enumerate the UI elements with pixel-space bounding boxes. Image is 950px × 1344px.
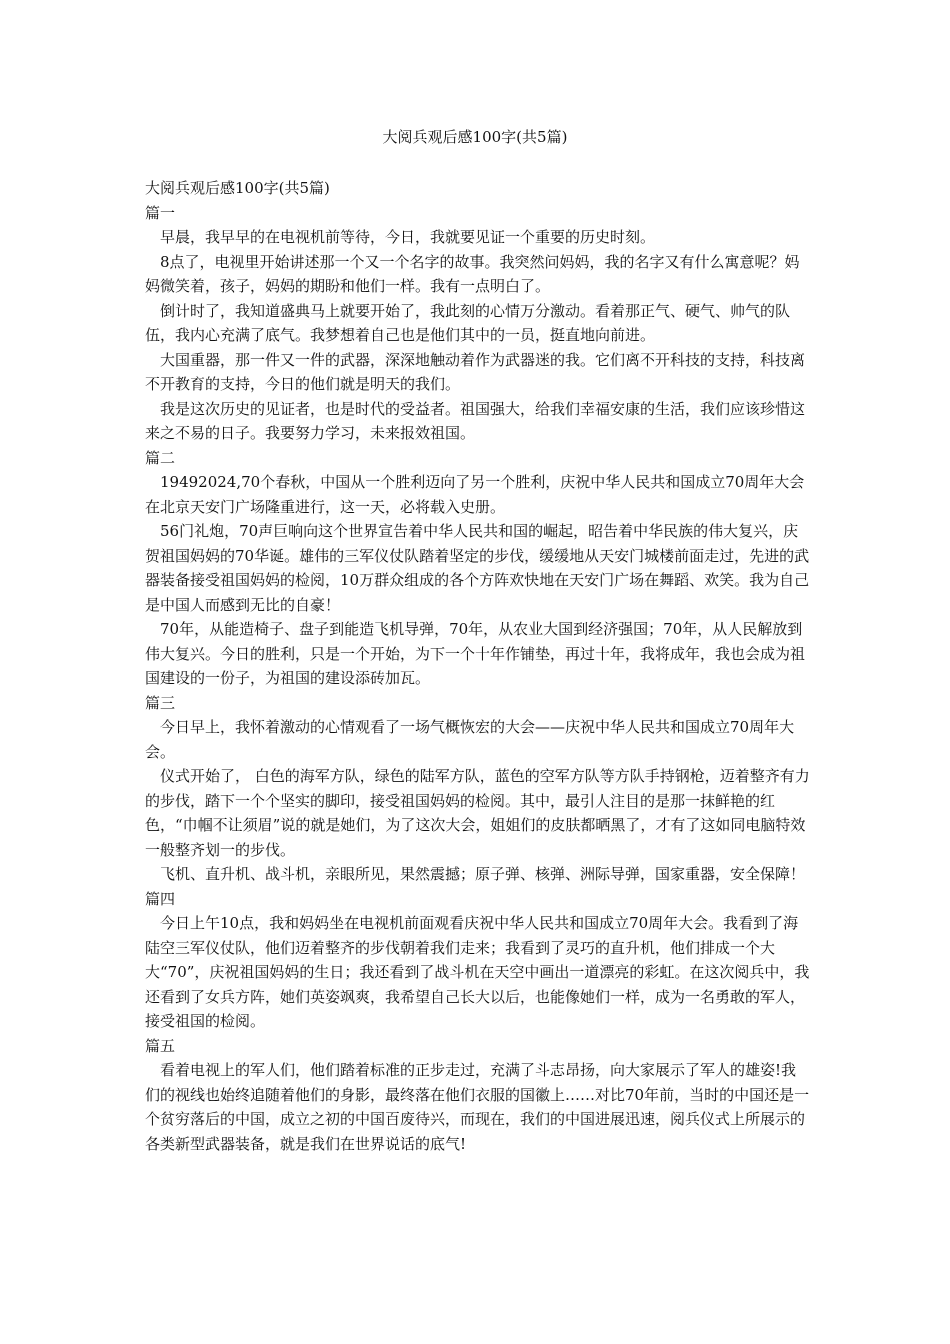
paragraph: 今日早上，我怀着激动的心情观看了一场气概恢宏的大会——庆祝中华人民共和国成立70周年大会。 <box>145 718 795 761</box>
section-heading: 篇三 <box>145 693 176 712</box>
paragraph: 看着电视上的军人们，他们踏着标准的正步走过，充满了斗志昂扬，向大家展示了军人的雄姿!我们的视线也始终追随着他们的身影，最终落在他们衣服的国徽上……对比70年前，当时的中国还是一个贫穷落后的中国，成立之初的中国百废待兴，而现在，我们的中国进展迅速，阅兵仪式上所展示的各类新型武器装备，就是我们在世界说话的底气! <box>145 1061 810 1153</box>
paragraph: 70年，从能造椅子、盘子到能造飞机导弹，70年，从农业大国到经济强国；70年，从人民解放到伟大复兴。今日的胜利，只是一个开始，为下一个十年作铺垫，再过十年，我将成年，我也会成为祖国建设的一份子，为祖国的建设添砖加瓦。 <box>145 620 806 687</box>
paragraph: 大国重器，那一件又一件的武器，深深地触动着作为武器迷的我。它们离不开科技的支持，科技离不开教育的支持，今日的他们就是明天的我们。 <box>145 350 806 393</box>
section-heading: 篇二 <box>145 448 176 467</box>
paragraph: 8点了，电视里开始讲述那一个又一个名字的故事。我突然问妈妈，我的名字又有什么寓意呢？妈妈微笑着，孩子，妈妈的期盼和他们一样。我有一点明白了。 <box>145 252 800 295</box>
paragraph: 仪式开始了， 白色的海军方队，绿色的陆军方队，蓝色的空军方队等方队手持钢枪，迈着整齐有力的步伐，踏下一个个坚实的脚印，接受祖国妈妈的检阅。其中，最引人注目的是那一抹鲜艳的红色，“巾帼不让须眉”说的就是她们，为了这次大会，姐姐们的皮肤都晒黑了，才有了这如同电脑特效一般整齐划一的步伐。 <box>145 767 810 859</box>
paragraph: 倒计时了，我知道盛典马上就要开始了，我此刻的心情万分激动。看着那正气、硬气、帅气的队伍，我内心充满了底气。我梦想着自己也是他们其中的一员，挺直地向前进。 <box>145 301 791 344</box>
paragraph: 56门礼炮，70声巨响向这个世界宣告着中华人民共和国的崛起，昭告着中华民族的伟大复兴，庆贺祖国妈妈的70华诞。雄伟的三军仪仗队踏着坚定的步伐，缓缓地从天安门城楼前面走过，先进的武器装备接受祖国妈妈的检阅，10万群众组成的各个方阵欢快地在天安门广场在舞蹈、欢笑。我为自己是中国人而感到无比的自豪！ <box>145 522 810 614</box>
section-heading: 篇四 <box>145 889 176 908</box>
document-body <box>145 176 810 1156</box>
paragraph: 我是这次历史的见证者，也是时代的受益者。祖国强大，给我们幸福安康的生活，我们应该珍惜这来之不易的日子。我要努力学习，未来报效祖国。 <box>145 399 806 442</box>
section-heading: 篇五 <box>145 1036 176 1055</box>
document-subtitle: 大阅兵观后感100字(共5篇) <box>145 179 330 197</box>
section-heading: 篇一 <box>145 203 176 222</box>
paragraph: 飞机、直升机、战斗机，亲眼所见，果然震撼；原子弹、核弹、洲际导弹，国家重器，安全保障！ <box>160 865 806 883</box>
document-title: 大阅兵观后感100字(共5篇) <box>382 128 568 146</box>
paragraph: 早晨，我早早的在电视机前等待，今日，我就要见证一个重要的历史时刻。 <box>160 228 656 246</box>
paragraph: 今日上午10点，我和妈妈坐在电视机前面观看庆祝中华人民共和国成立70周年大会。我看到了海陆空三军仪仗队，他们迈着整齐的步伐朝着我们走来；我看到了灵巧的直升机，他们排成一个大大“70”，庆祝祖国妈妈的生日；我还看到了战斗机在天空中画出一道漂亮的彩虹。在这次阅兵中，我还看到了女兵方阵，她们英姿飒爽，我希望自己长大以后，也能像她们一样，成为一名勇敢的军人，接受祖国的检阅。 <box>145 914 810 1030</box>
paragraph: 19492024,70个春秋，中国从一个胜利迈向了另一个胜利，庆祝中华人民共和国成立70周年大会在北京天安门广场隆重进行，这一天，必将载入史册。 <box>145 473 805 516</box>
